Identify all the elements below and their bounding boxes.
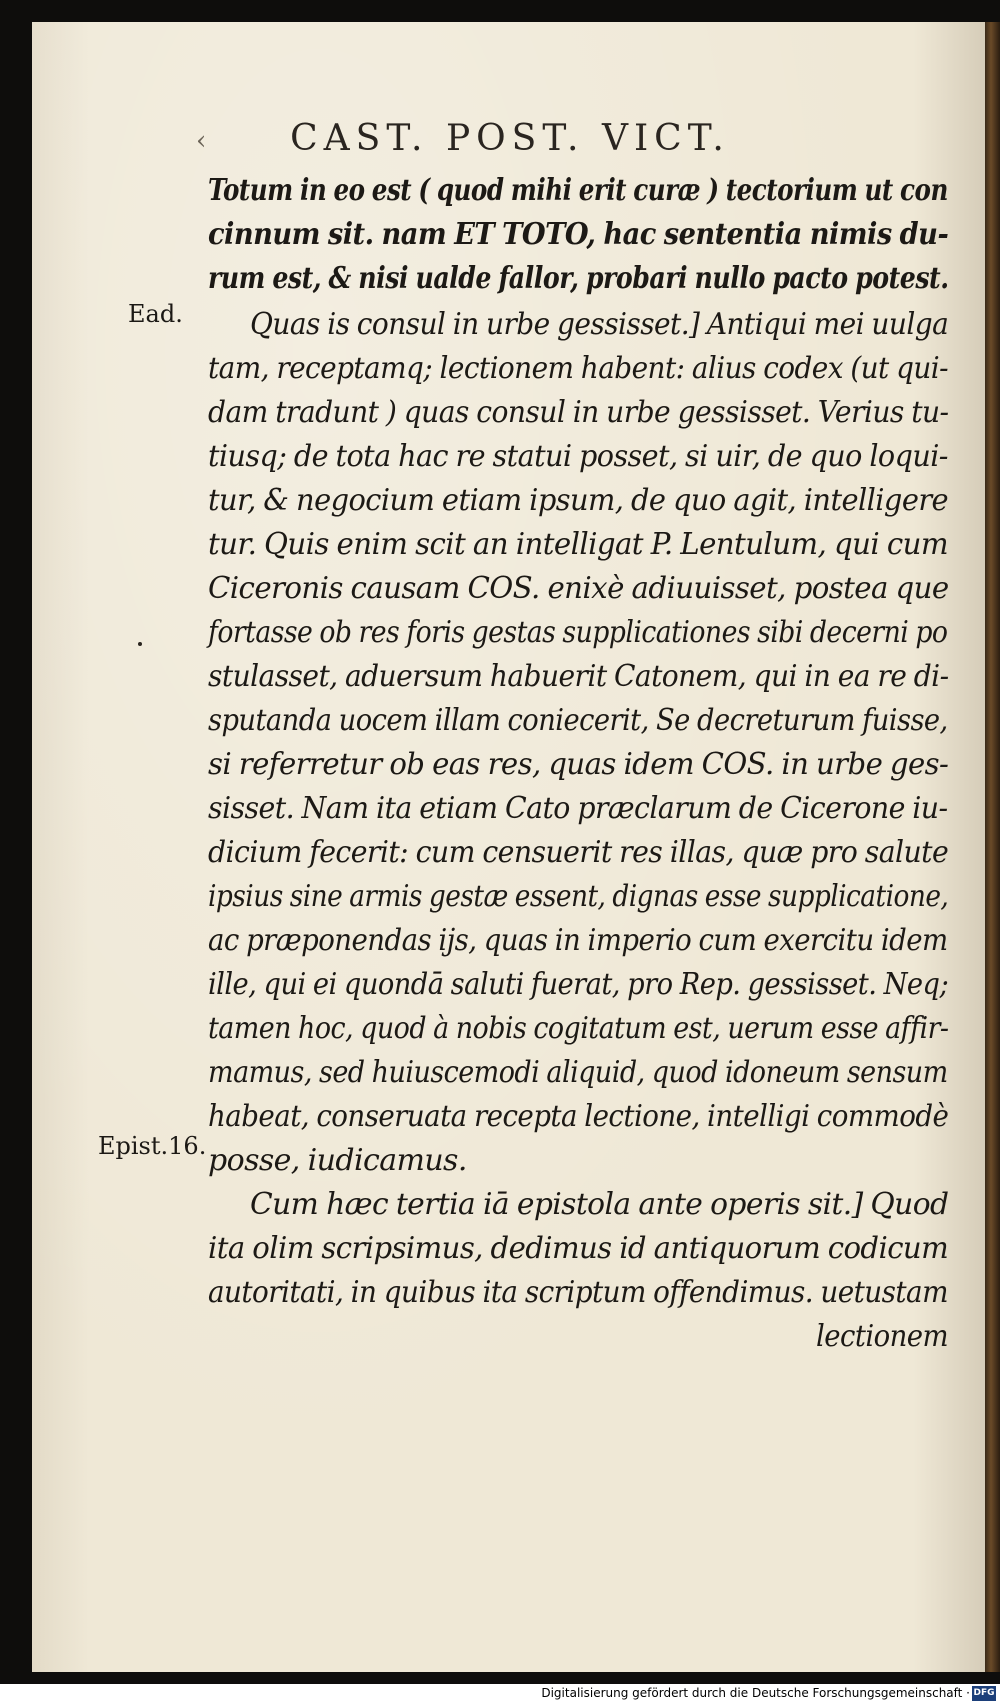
text-line: Quas is consul in urbe gessisset.] Antiqui mei uulga <box>250 307 949 342</box>
text-line: mamus, sed huiuscemodi aliquid, quod idoneum sensum <box>208 1055 948 1090</box>
text-line: ita olim scripsimus, dedimus id antiquorum codicum <box>208 1231 949 1266</box>
text-line: ipsius sine armis gestæ essent, dignas esse supplicatione, <box>208 879 949 914</box>
marginal-note-ead: Ead. <box>128 300 183 328</box>
text-line: Ciceronis causam COS. enixè adiuuisset, postea que <box>208 571 949 606</box>
text-line: cinnum sit. nam ET TOTO, hac sententia nimis du- <box>208 217 949 252</box>
text-line: tiusq; de tota hac re statui posset, si uir, de quo loqui- <box>208 439 948 474</box>
text-line: si referretur ob eas res, quas idem COS. in urbe ges- <box>208 747 949 782</box>
text-line: sputanda uocem illam coniecerit, Se decreturum fuisse, <box>208 703 948 738</box>
text-line: Totum in eo est ( quod mihi erit curæ ) tectorium ut con <box>208 173 948 208</box>
text-line: tur, & negocium etiam ipsum, de quo agit, intelligere <box>208 483 949 518</box>
ink-speck <box>138 642 142 646</box>
text-line: sisset. Nam ita etiam Cato præclarum de Cicerone iu- <box>208 791 948 826</box>
text-line: Cum hæc tertia iā epistola ante operis sit.] Quod <box>250 1187 949 1222</box>
text-line: ille, qui ei quondā saluti fuerat, pro Rep. gessisset. Neq; <box>208 967 949 1002</box>
dfg-logo: DFG <box>972 1686 996 1701</box>
text-line: dam tradunt ) quas consul in urbe gessisset. Verius tu- <box>208 395 949 430</box>
text-line: tam, receptamq; lectionem habent: alius codex (ut qui- <box>208 351 949 386</box>
text-line: dicium fecerit: cum censuerit res illas, quæ pro salute <box>208 835 949 870</box>
text-line: posse, iudicamus. <box>208 1143 467 1178</box>
text-line: stulasset, aduersum habuerit Catonem, qui in ea re di- <box>208 659 949 694</box>
running-head-mark: ‹ <box>196 126 207 156</box>
text-line: rum est, & nisi ualde fallor, probari nullo pacto potest. <box>208 261 949 296</box>
footer-credit: Digitalisierung gefördert durch die Deutsche Forschungsgemeinschaft · <box>541 1686 970 1700</box>
marginal-note-epist16: Epist.16. <box>98 1132 207 1160</box>
text-line: tamen hoc, quod à nobis cogitatum est, uerum esse affir- <box>208 1011 949 1046</box>
catchword: lectionem <box>816 1319 949 1354</box>
running-head: CAST. POST. VICT. <box>290 118 730 159</box>
text-line: tur. Quis enim scit an intelligat P. Lentulum, qui cum <box>208 527 948 562</box>
text-line: fortasse ob res foris gestas supplicationes sibi decerni po <box>208 615 948 650</box>
text-line: autoritati, in quibus ita scriptum offendimus. uetustam <box>208 1275 948 1310</box>
text-line: ac præponendas ijs, quas in imperio cum exercitu idem <box>208 923 948 958</box>
text-line: habeat, conseruata recepta lectione, intelligi commodè <box>208 1099 949 1134</box>
page-edge <box>985 22 1000 1672</box>
